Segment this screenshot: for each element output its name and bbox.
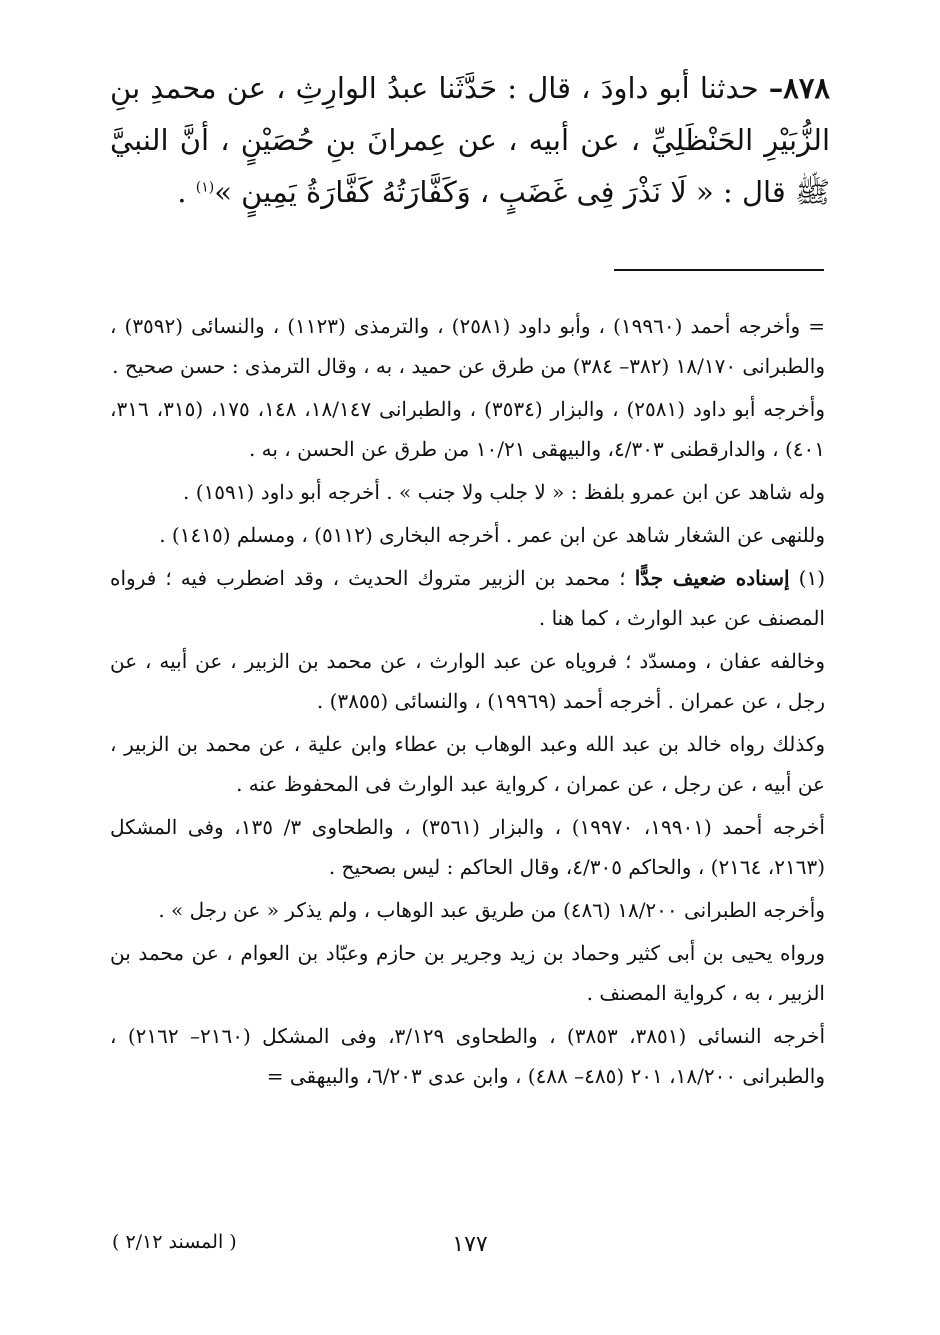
footnote-1-marker: (١) xyxy=(798,566,826,590)
signature-mark: ( المسند ٢/١٢ ) xyxy=(112,1231,237,1253)
hadith-number: ٨٧٨– xyxy=(768,71,830,105)
footnote-paragraph: وله شاهد عن ابن عمرو بلفظ : « لا جلب ولا جنب » . أخرجه أبو داود (١٥٩١) . xyxy=(183,480,825,504)
footnote-paragraph: = وأخرجه أحمد (١٩٩٦٠) ، وأبو داود (٢٥٨١) ، والترمذى (١١٢٣) ، والنسائى (٣٥٩٢) ، والطبرانى ١٨/١٧٠ (٣٨٢– ٣٨٤) من طرق عن حميد ، به ، وقال الترمذى : حسن صحيح . xyxy=(110,314,825,378)
footnote-paragraph: أخرجه أحمد (١٩٩٠١، ١٩٩٧٠) ، والبزار (٣٥٦١) ، والطحاوى ٣/ ١٣٥، وفى المشكل (٢١٦٣، ٢١٦٤) ، والحاكم ٤/٣٠٥، وقال الحاكم : ليس بصحيح . xyxy=(110,815,825,879)
footnote-paragraph: ورواه يحيى بن أبى كثير وحماد بن زيد وجرير بن حازم وعبّاد بن العوام ، عن محمد بن الزبير ، به ، كرواية المصنف . xyxy=(110,941,825,1005)
footnote-paragraph: أخرجه النسائى (٣٨٥١، ٣٨٥٣) ، والطحاوى ٣/١٢٩، وفى المشكل (٢١٦٠– ٢١٦٢) ، والطبرانى ١٨/٢٠٠، ٢٠١ (٤٨٥– ٤٨٨) ، وابن عدى ٦/٢٠٣، والبيهقى = xyxy=(110,1024,825,1088)
hadith-text: حدثنا أبو داودَ ، قال : حَدَّثَنا عبدُ الوارِثِ ، عن محمدِ بنِ الزُّبَيْرِ الحَنْظَلِيِّ ، عن أبيه ، عن عِمرانَ بنِ حُصَيْنٍ ، أنَّ النبيَّ ﷺ قال : « لَا نَذْرَ فِى غَضَبٍ ، وَكَفَّارَتُهُ كَفَّارَةُ يَمِينٍ » xyxy=(110,71,830,209)
footnote-separator xyxy=(614,269,824,271)
footnote-1 xyxy=(110,558,825,638)
page-number: ١٧٧ xyxy=(452,1232,488,1257)
footnote-paragraph: وأخرجه أبو داود (٢٥٨١) ، والبزار (٣٥٣٤) ، والطبرانى ١٨/١٤٧، ١٤٨، ١٧٥، (٣١٥، ٣١٦، ٤٠١) ، والدارقطنى ٤/٣٠٣، والبيهقى ١٠/٢١ من طرق عن الحسن ، به . xyxy=(110,397,826,461)
footnote-paragraph: وأخرجه الطبرانى ١٨/٢٠٠ (٤٨٦) من طريق عبد الوهاب ، ولم يذكر « عن رجل » . xyxy=(158,898,825,922)
hadith-end-punctuation: . xyxy=(177,175,196,209)
hadith-text-block xyxy=(110,62,830,218)
footnote-1-text: ؛ محمد بن الزبير متروك الحديث ، وقد اضطرب فيه ؛ فرواه المصنف عن عبد الوارث ، كما هنا . xyxy=(110,566,825,630)
footnote-paragraph: وخالفه عفان ، ومسدّد ؛ فروياه عن عبد الوارث ، عن محمد بن الزبير ، عن أبيه ، عن رجل ، عن عمران . أخرجه أحمد (١٩٩٦٩) ، والنسائى (٣٨٥٥) . xyxy=(110,649,825,713)
footnote-paragraph: وللنهى عن الشغار شاهد عن ابن عمر . أخرجه البخارى (٥١١٢) ، ومسلم (١٤١٥) . xyxy=(159,523,825,547)
footnote-reference: (١) xyxy=(195,179,215,196)
footnotes-block xyxy=(110,306,825,1099)
footnote-paragraph: وكذلك رواه خالد بن عبد الله وعبد الوهاب بن عطاء وابن علية ، عن محمد بن الزبير ، عن أبيه ، عن رجل ، عن عمران ، كرواية عبد الوارث فى المحفوظ عنه . xyxy=(110,732,825,796)
footnote-1-grading: إسناده ضعيف جدًّا xyxy=(634,566,790,590)
